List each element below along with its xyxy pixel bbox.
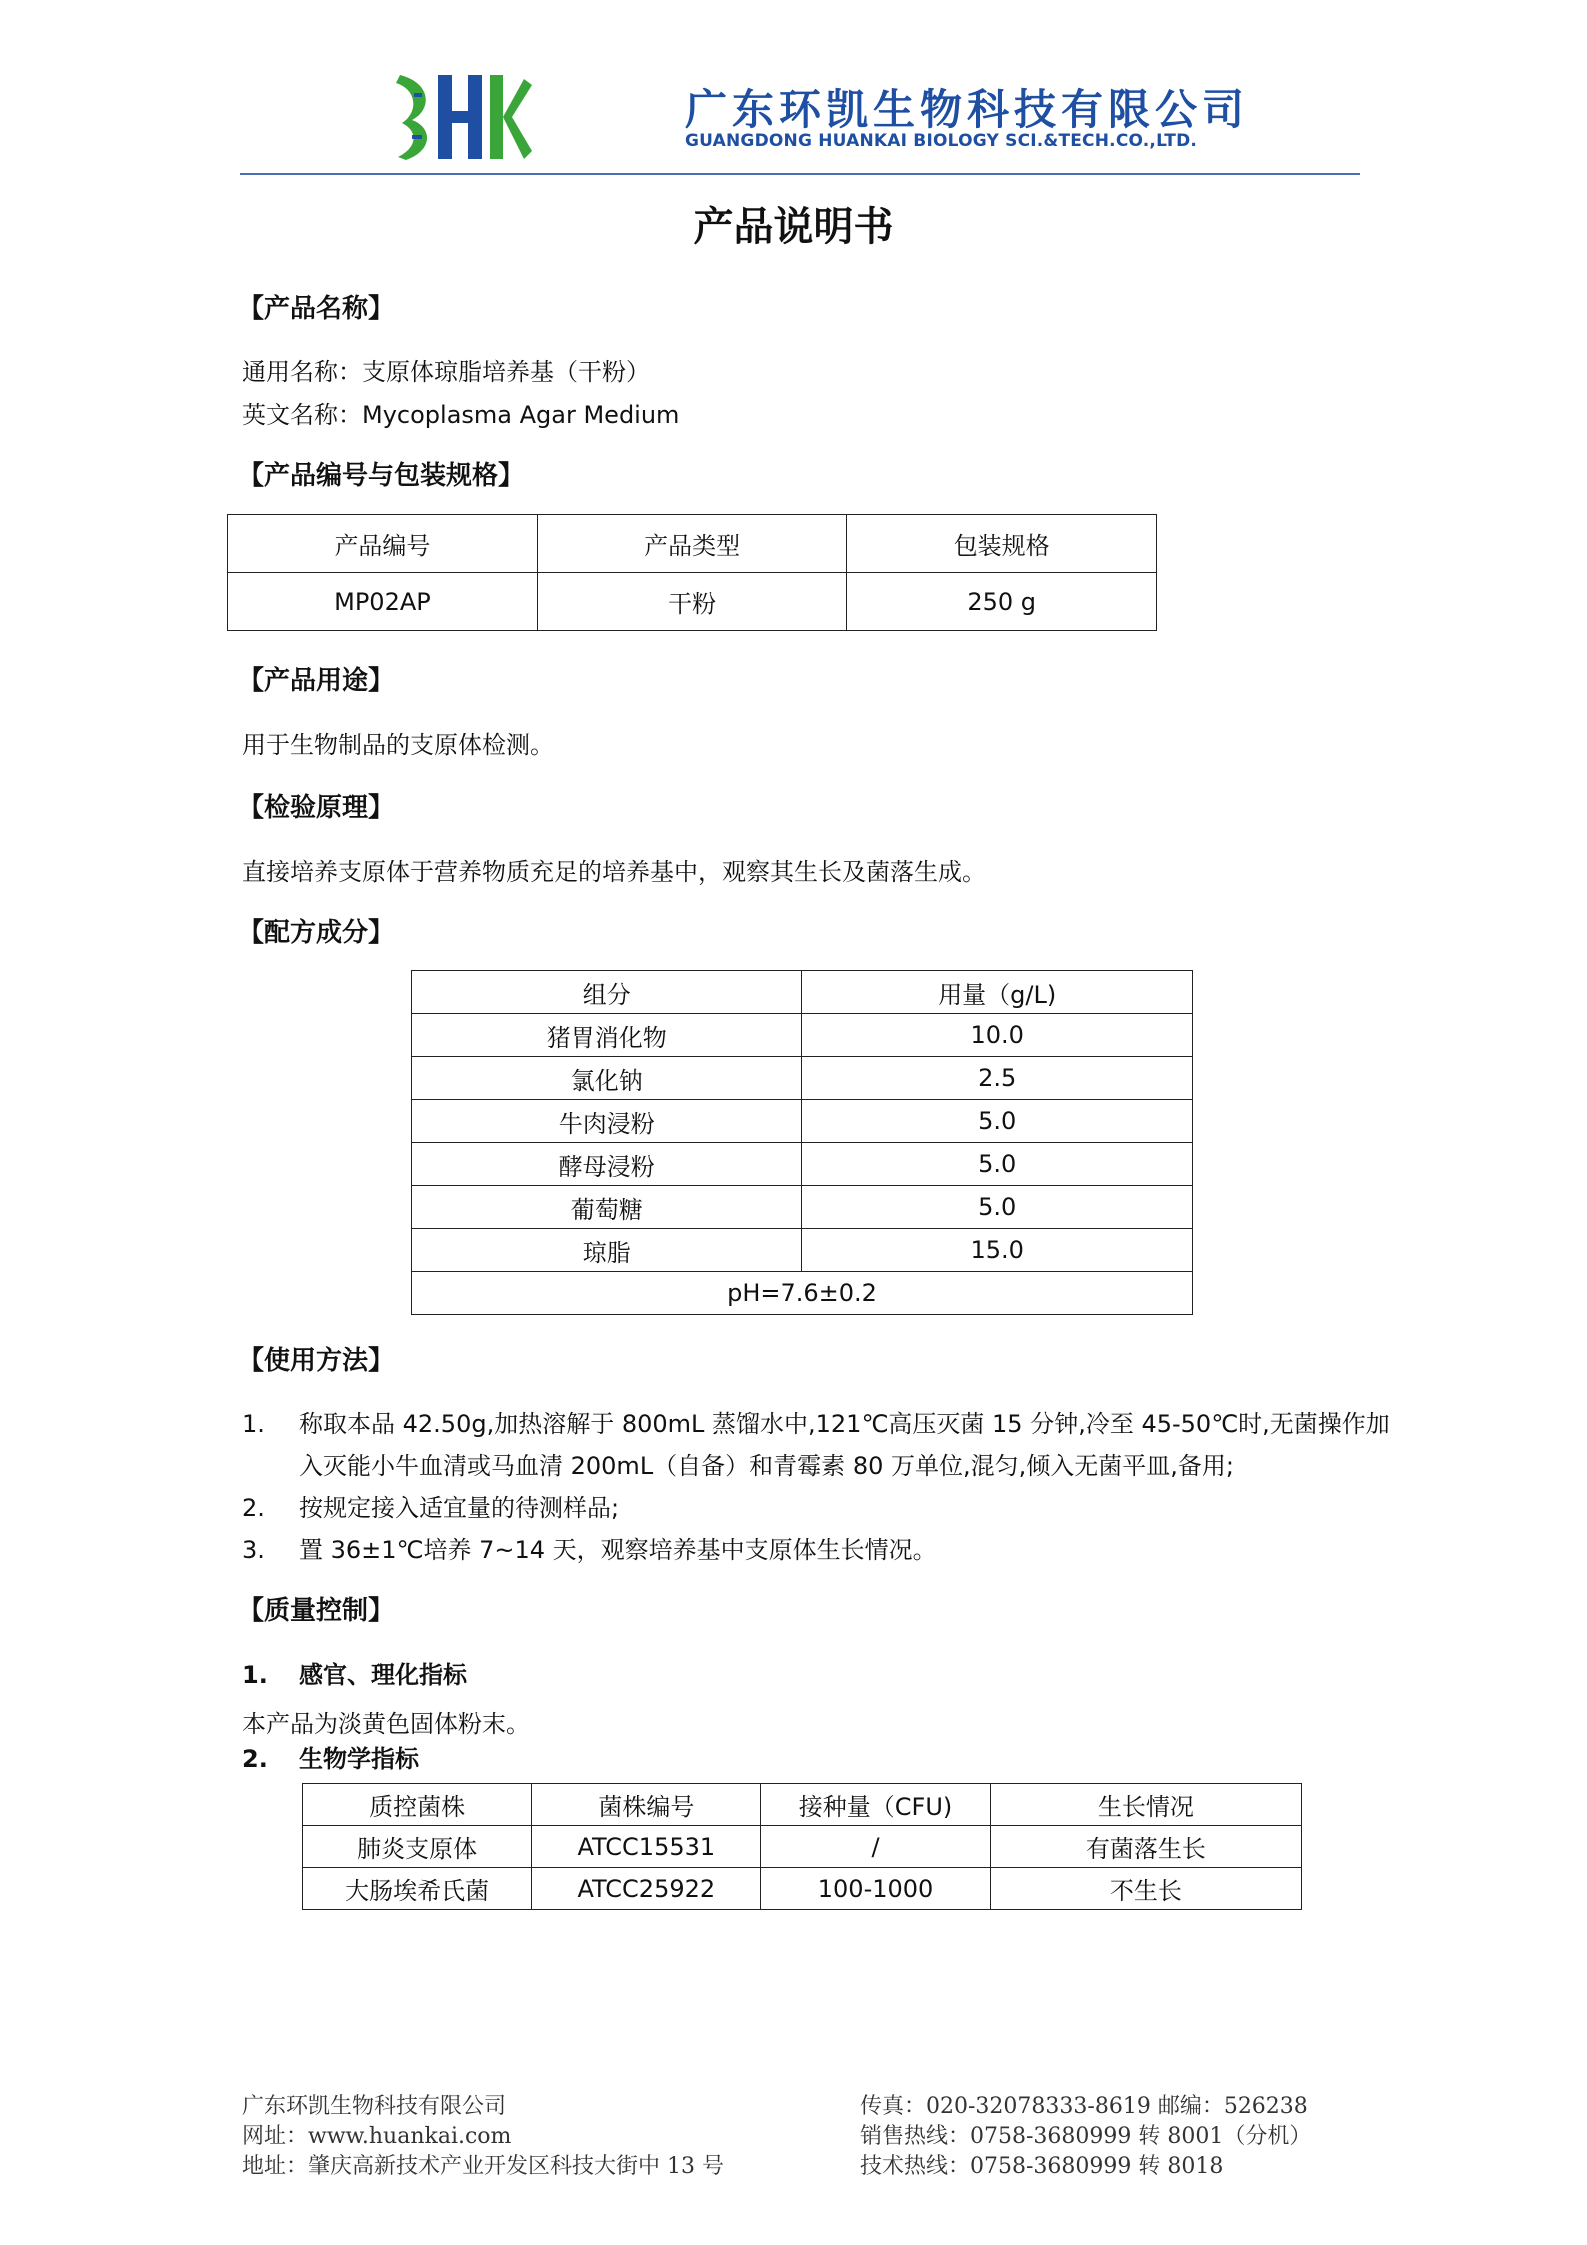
formula-table (411, 970, 1193, 1315)
table-cell: 10.0 (802, 1014, 1193, 1057)
table-cell: 250 g (847, 573, 1157, 631)
table-header-cell: 质控菌株 (303, 1784, 532, 1826)
heading-principle: 【检验原理】 (238, 793, 395, 823)
company-logo (392, 65, 532, 165)
footer-contact-right (860, 2092, 1311, 2182)
heading-formula: 【配方成分】 (238, 918, 395, 948)
company-name-en: GUANGDONG HUANKAI BIOLOGY SCI.&TECH.CO.,LTD. (685, 131, 1198, 151)
header-divider (240, 173, 1360, 175)
table-cell: 5.0 (802, 1143, 1193, 1186)
qc-item-1 (242, 1654, 467, 1696)
step-text: 入灭能小牛血清或马血清 200mL（自备）和青霉素 80 万单位,混匀,倾入无菌平皿,备用; (299, 1452, 1234, 1480)
table-header-cell: 产品类型 (537, 515, 847, 573)
table-header-cell: 生长情况 (990, 1784, 1301, 1826)
list-item (242, 1529, 1390, 1571)
list-item (242, 1487, 1390, 1529)
table-cell: MP02AP (228, 573, 538, 631)
table-cell: / (761, 1826, 990, 1868)
step-text: 按规定接入适宜量的待测样品; (299, 1494, 620, 1522)
table-cell: 酵母浸粉 (412, 1143, 802, 1186)
table-row (412, 1014, 1193, 1057)
item-number: 2. (242, 1745, 268, 1773)
table-cell: ATCC25922 (532, 1868, 761, 1910)
footer-company: 广东环凯生物科技有限公司 (242, 2094, 507, 2119)
table-cell: 猪胃消化物 (412, 1014, 802, 1057)
heading-product-spec: 【产品编号与包装规格】 (238, 461, 525, 491)
table-header-row (412, 971, 1193, 1014)
footer-sales-hotline: 销售热线：0758-3680999 转 8001（分机） (860, 2124, 1312, 2149)
table-cell: 大肠埃希氏菌 (303, 1868, 532, 1910)
qc-table (302, 1783, 1302, 1910)
step-text: 称取本品 42.50g,加热溶解于 800mL 蒸馏水中,121℃高压灭菌 15 分钟,冷至 45-50℃时,无菌操作加 (299, 1410, 1390, 1438)
table-row (303, 1868, 1302, 1910)
item-number: 1. (242, 1661, 268, 1689)
ph-cell: pH=7.6±0.2 (412, 1272, 1193, 1315)
english-name: 英文名称：Mycoplasma Agar Medium (242, 401, 680, 429)
table-header-row (228, 515, 1157, 573)
list-item (242, 1654, 467, 1696)
table-cell: 15.0 (802, 1229, 1193, 1272)
heading-quality-control: 【质量控制】 (238, 1596, 395, 1626)
list-item (242, 1403, 1390, 1487)
table-cell: 5.0 (802, 1186, 1193, 1229)
table-cell: 葡萄糖 (412, 1186, 802, 1229)
common-name: 通用名称：支原体琼脂培养基（干粉） (242, 358, 650, 386)
heading-method: 【使用方法】 (238, 1346, 395, 1376)
table-header-cell: 包装规格 (847, 515, 1157, 573)
table-header-cell: 菌株编号 (532, 1784, 761, 1826)
table-cell: 5.0 (802, 1100, 1193, 1143)
table-cell: 琼脂 (412, 1229, 802, 1272)
step-number: 1. (242, 1410, 265, 1438)
step-number: 3. (242, 1536, 265, 1564)
step-number: 2. (242, 1494, 265, 1522)
footer-contact-left (242, 2092, 724, 2182)
list-item (242, 1738, 419, 1780)
table-header-row (303, 1784, 1302, 1826)
footer-website[interactable]: 网址：www.huankai.com (242, 2124, 512, 2149)
table-cell: ATCC15531 (532, 1826, 761, 1868)
table-cell: 2.5 (802, 1057, 1193, 1100)
item-title: 生物学指标 (299, 1745, 419, 1773)
footer-address: 地址：肇庆高新技术产业开发区科技大街中 13 号 (242, 2154, 724, 2179)
table-row (412, 1186, 1193, 1229)
qc-item-1-text: 本产品为淡黄色固体粉末。 (242, 1710, 530, 1738)
table-row (412, 1229, 1193, 1272)
heading-product-name: 【产品名称】 (238, 294, 395, 324)
table-cell: 干粉 (537, 573, 847, 631)
table-cell: 不生长 (990, 1868, 1301, 1910)
table-cell: 氯化钠 (412, 1057, 802, 1100)
table-header-cell: 接种量（CFU) (761, 1784, 990, 1826)
table-cell: 肺炎支原体 (303, 1826, 532, 1868)
table-row-ph (412, 1272, 1193, 1315)
table-cell: 有菌落生长 (990, 1826, 1301, 1868)
document-title: 产品说明书 (693, 204, 894, 250)
table-row (412, 1100, 1193, 1143)
table-cell: 牛肉浸粉 (412, 1100, 802, 1143)
method-steps (242, 1403, 1390, 1571)
product-spec-table (227, 514, 1157, 631)
item-title: 感官、理化指标 (299, 1661, 467, 1689)
table-row (412, 1057, 1193, 1100)
principle-text: 直接培养支原体于营养物质充足的培养基中，观察其生长及菌落生成。 (242, 858, 986, 886)
table-cell: 100-1000 (761, 1868, 990, 1910)
usage-text: 用于生物制品的支原体检测。 (242, 731, 554, 759)
table-row (303, 1826, 1302, 1868)
qc-item-2 (242, 1738, 419, 1780)
table-header-cell: 组分 (412, 971, 802, 1014)
footer-fax: 传真：020-32078333-8619 邮编：526238 (860, 2094, 1308, 2119)
company-name-cn: 广东环凯生物科技有限公司 (685, 85, 1250, 134)
heading-usage: 【产品用途】 (238, 666, 395, 696)
table-header-cell: 产品编号 (228, 515, 538, 573)
letterhead (240, 55, 1360, 175)
table-row (228, 573, 1157, 631)
step-text: 置 36±1℃培养 7~14 天，观察培养基中支原体生长情况。 (299, 1536, 937, 1564)
table-row (412, 1143, 1193, 1186)
footer-tech-hotline: 技术热线：0758-3680999 转 8018 (860, 2154, 1224, 2179)
table-header-cell: 用量（g/L) (802, 971, 1193, 1014)
